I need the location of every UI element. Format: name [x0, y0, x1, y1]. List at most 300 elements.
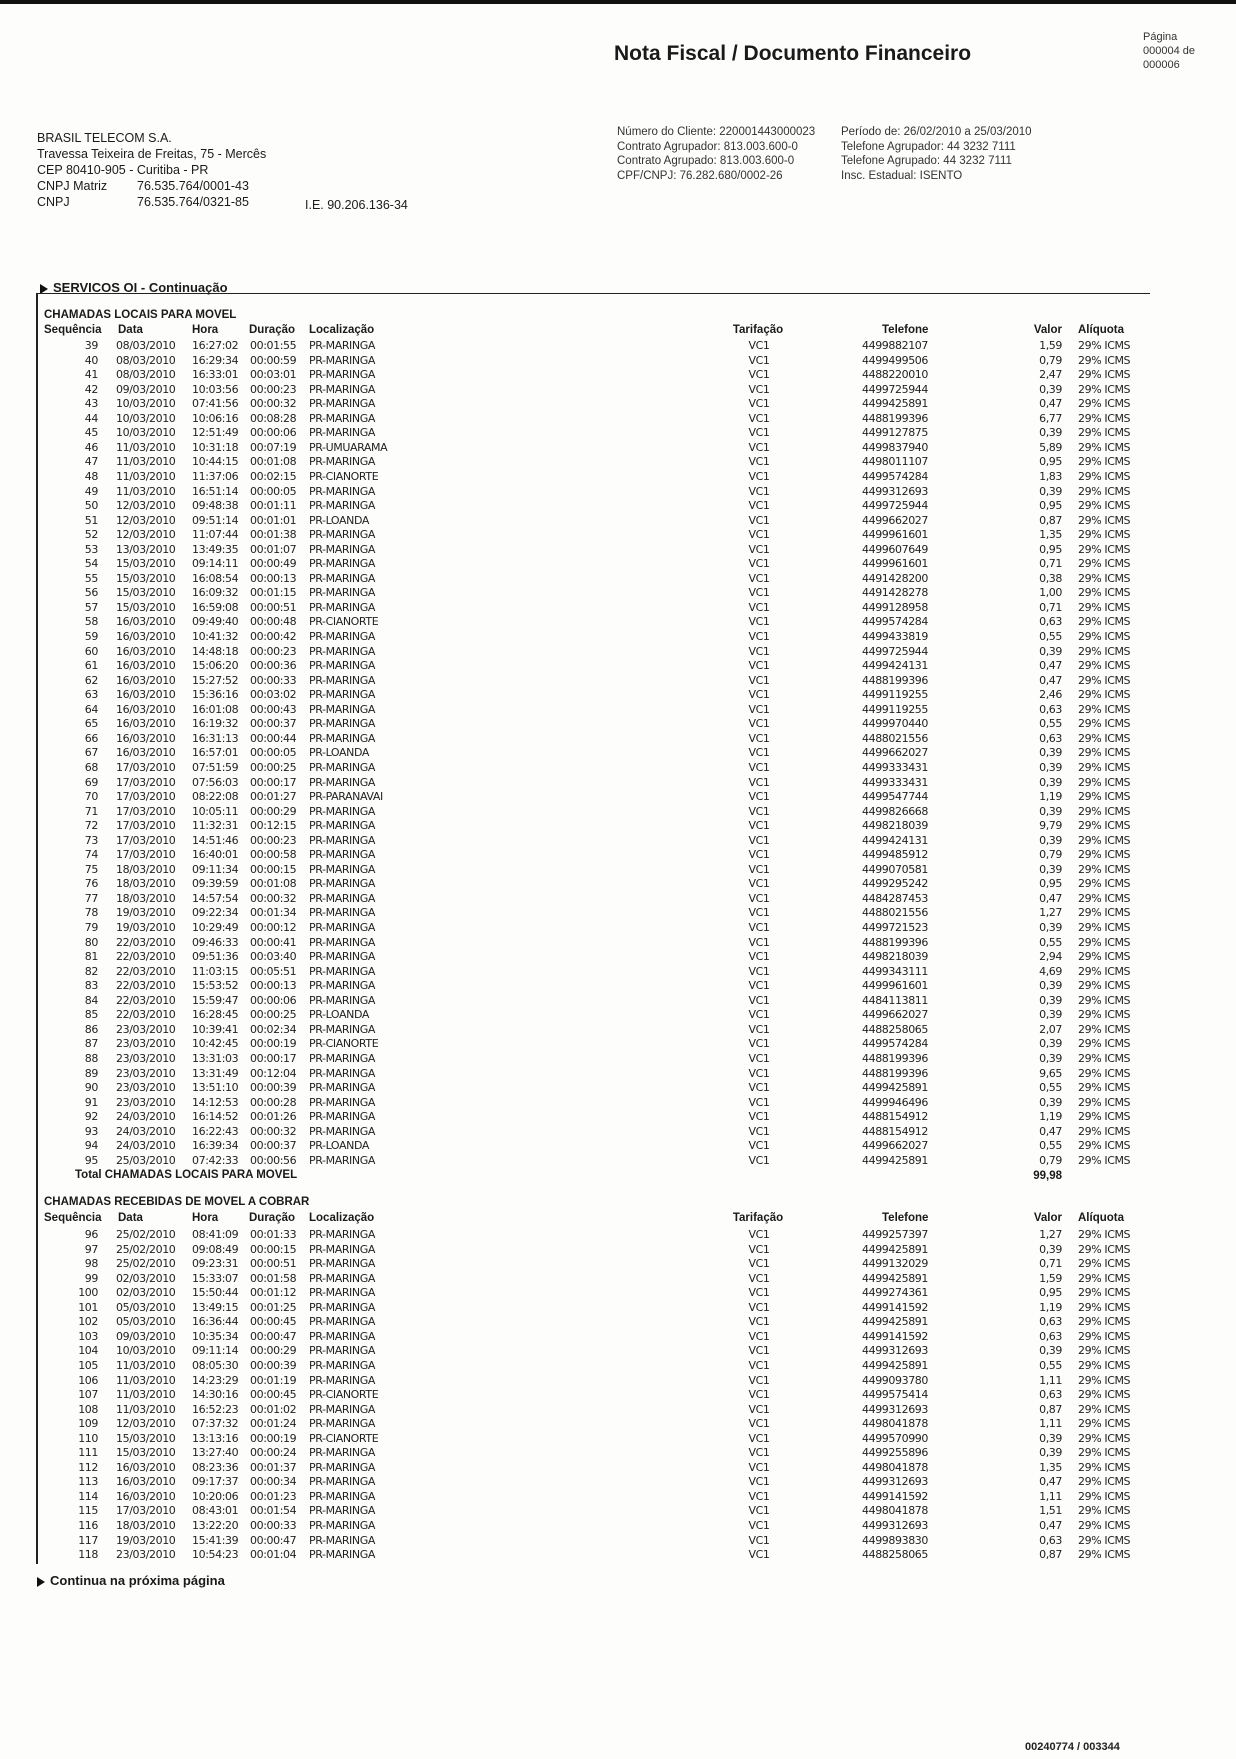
cell-telefone: 4499826668: [862, 804, 928, 818]
cell-duracao: 00:12:15: [250, 819, 297, 833]
cell-aliquota: 29% ICMS: [1078, 339, 1131, 352]
cell-localizacao: PR-MARINGA: [309, 804, 375, 818]
cell-valor: 1,00: [1039, 586, 1062, 600]
cell-valor: 0,95: [1039, 455, 1062, 469]
cell-telefone: 4499141592: [862, 1300, 928, 1314]
cell-valor: 0,63: [1039, 1533, 1062, 1547]
cell-valor: 1,59: [1039, 339, 1062, 352]
cell-localizacao: PR-MARINGA: [309, 1095, 375, 1109]
cell-telefone: 4499128958: [862, 600, 928, 614]
cell-hora: 14:30:16: [192, 1388, 239, 1402]
cell-hora: 10:20:06: [192, 1489, 239, 1503]
cell-tarifacao: VC1: [748, 1489, 770, 1503]
cell-valor: 0,39: [1039, 484, 1062, 498]
cell-tarifacao: VC1: [748, 339, 770, 352]
cell-duracao: 00:00:06: [250, 426, 297, 440]
cell-tarifacao: VC1: [748, 542, 770, 556]
cell-localizacao: PR-MARINGA: [309, 1315, 375, 1329]
cell-localizacao: PR-MARINGA: [309, 1022, 375, 1036]
cell-seq: 63: [84, 688, 98, 702]
cell-tarifacao: VC1: [748, 382, 770, 396]
cell-hora: 13:27:40: [192, 1446, 239, 1460]
cell-duracao: 00:00:45: [250, 1388, 297, 1402]
cell-localizacao: PR-MARINGA: [309, 1446, 375, 1460]
cell-hora: 08:43:01: [192, 1504, 239, 1518]
cell-telefone: 4491428200: [862, 571, 928, 585]
cell-tarifacao: VC1: [748, 353, 770, 367]
cell-aliquota: 29% ICMS: [1078, 1139, 1131, 1153]
cell-tarifacao: VC1: [748, 557, 770, 571]
cell-tarifacao: VC1: [748, 1124, 770, 1138]
cell-tarifacao: VC1: [748, 426, 770, 440]
cell-valor: 0,47: [1039, 673, 1062, 687]
cell-hora: 09:11:14: [192, 1344, 239, 1358]
table-row: [0, 819, 1236, 834]
cell-aliquota: 29% ICMS: [1078, 688, 1131, 702]
cell-aliquota: 29% ICMS: [1078, 848, 1131, 862]
table-row: [0, 1315, 1236, 1330]
cell-localizacao: PR-MARINGA: [309, 935, 375, 949]
table-row: [0, 1228, 1236, 1243]
cell-seq: 74: [84, 848, 98, 862]
cell-telefone: 4499257397: [862, 1228, 928, 1241]
cell-valor: 0,87: [1039, 513, 1062, 527]
table-row: [0, 863, 1236, 878]
cell-duracao: 00:01:27: [250, 790, 297, 804]
periodo: Período de: 26/02/2010 a 25/03/2010: [841, 126, 1032, 138]
cell-tarifacao: VC1: [748, 804, 770, 818]
cell-duracao: 00:01:58: [250, 1271, 297, 1285]
cell-hora: 16:14:52: [192, 1110, 239, 1124]
cell-tarifacao: VC1: [748, 1242, 770, 1256]
cell-tarifacao: VC1: [748, 833, 770, 847]
cell-tarifacao: VC1: [748, 921, 770, 934]
cell-valor: 1,19: [1039, 1300, 1062, 1314]
cell-tarifacao: VC1: [748, 1548, 770, 1562]
cell-aliquota: 29% ICMS: [1078, 600, 1131, 614]
cell-duracao: 00:00:13: [250, 571, 297, 585]
cell-aliquota: 29% ICMS: [1078, 921, 1131, 934]
cell-valor: 0,71: [1039, 1257, 1062, 1271]
cell-tarifacao: VC1: [748, 469, 770, 483]
cell-aliquota: 29% ICMS: [1078, 411, 1131, 425]
cell-localizacao: PR-MARINGA: [309, 586, 375, 600]
cell-hora: 13:31:49: [192, 1066, 239, 1080]
cell-duracao: 00:00:24: [250, 1446, 297, 1460]
cell-telefone: 4488220010: [862, 368, 928, 382]
cell-localizacao: PR-MARINGA: [309, 426, 375, 440]
cell-aliquota: 29% ICMS: [1078, 659, 1131, 673]
table-row: [0, 834, 1236, 849]
table-row: [0, 630, 1236, 645]
cell-telefone: 4499425891: [862, 1242, 928, 1256]
cell-data: 17/03/2010: [116, 1504, 176, 1518]
column-header-aliquota: Alíquota: [1078, 324, 1124, 336]
table-row: [0, 368, 1236, 383]
cell-seq: 76: [84, 877, 98, 891]
cell-seq: 59: [84, 630, 98, 643]
cell-seq: 39: [84, 339, 98, 352]
cell-hora: 15:33:07: [192, 1271, 239, 1285]
cell-seq: 57: [84, 600, 98, 614]
cell-tarifacao: VC1: [748, 1037, 770, 1051]
cell-hora: 16:39:34: [192, 1139, 239, 1153]
cell-data: 02/03/2010: [116, 1286, 176, 1300]
cell-tarifacao: VC1: [748, 1257, 770, 1271]
cell-duracao: 00:01:02: [250, 1402, 297, 1416]
column-header-localizacao: Localização: [309, 324, 375, 336]
cell-hora: 13:22:20: [192, 1519, 239, 1532]
table-row: [0, 397, 1236, 412]
cell-data: 24/03/2010: [116, 1124, 176, 1138]
cell-telefone: 4488199396: [862, 1051, 928, 1065]
table-row: [0, 543, 1236, 558]
cell-data: 17/03/2010: [116, 760, 176, 774]
cell-duracao: 00:01:12: [250, 1286, 297, 1300]
table-row: [0, 1344, 1236, 1359]
cell-tarifacao: VC1: [748, 746, 770, 760]
contrato-agrupado: Contrato Agrupado: 813.003.600-0: [617, 155, 795, 167]
cell-data: 25/02/2010: [116, 1242, 176, 1256]
table-row: [0, 426, 1236, 441]
section-title-text: SERVICOS OI - Continuação: [53, 280, 228, 295]
table-row: [0, 965, 1236, 980]
cell-seq: 48: [84, 469, 98, 483]
table-row: [0, 1037, 1236, 1052]
cell-hora: 13:49:35: [192, 542, 239, 556]
table-header-row: [0, 324, 1236, 337]
cell-localizacao: PR-CIANORTE: [309, 1037, 379, 1051]
column-header-hora: Hora: [192, 1212, 219, 1224]
table-row: [0, 761, 1236, 776]
cell-localizacao: PR-MARINGA: [309, 368, 375, 382]
table-row: [0, 1096, 1236, 1111]
cell-aliquota: 29% ICMS: [1078, 440, 1131, 454]
cell-telefone: 4499607649: [862, 542, 928, 556]
cell-valor: 0,47: [1039, 891, 1062, 905]
cell-duracao: 00:01:15: [250, 586, 297, 600]
cell-telefone: 4498011107: [862, 455, 928, 469]
cell-hora: 16:01:08: [192, 702, 239, 716]
cell-data: 18/03/2010: [116, 1519, 176, 1532]
cell-telefone: 4499425891: [862, 397, 928, 411]
table-row: [0, 1286, 1236, 1301]
cell-tarifacao: VC1: [748, 1417, 770, 1431]
cell-telefone: 4499961601: [862, 557, 928, 571]
cell-telefone: 4499333431: [862, 775, 928, 789]
cell-tarifacao: VC1: [748, 717, 770, 731]
cell-seq: 65: [84, 717, 98, 731]
cell-localizacao: PR-MARINGA: [309, 1242, 375, 1256]
cell-data: 09/03/2010: [116, 1329, 176, 1343]
cell-hora: 16:29:34: [192, 353, 239, 367]
table-row: [0, 674, 1236, 689]
cell-localizacao: PR-MARINGA: [309, 1066, 375, 1080]
cell-localizacao: PR-CIANORTE: [309, 1431, 379, 1445]
cell-seq: 105: [78, 1358, 98, 1372]
cell-tarifacao: VC1: [748, 1008, 770, 1022]
table-row: [0, 586, 1236, 601]
cell-valor: 0,39: [1039, 746, 1062, 760]
cell-duracao: 00:01:01: [250, 513, 297, 527]
cell-aliquota: 29% ICMS: [1078, 1037, 1131, 1051]
cell-aliquota: 29% ICMS: [1078, 833, 1131, 847]
cell-aliquota: 29% ICMS: [1078, 1446, 1131, 1460]
cell-data: 11/03/2010: [116, 1388, 176, 1402]
cell-telefone: 4499725944: [862, 644, 928, 658]
cell-tarifacao: VC1: [748, 1271, 770, 1285]
cell-hora: 09:48:38: [192, 499, 239, 513]
cell-localizacao: PR-MARINGA: [309, 397, 375, 411]
cell-telefone: 4484113811: [862, 993, 928, 1007]
cell-localizacao: PR-LOANDA: [309, 1139, 369, 1153]
cell-localizacao: PR-MARINGA: [309, 921, 375, 934]
cell-localizacao: PR-MARINGA: [309, 993, 375, 1007]
cell-seq: 95: [84, 1153, 98, 1167]
cell-hora: 07:56:03: [192, 775, 239, 789]
cell-hora: 09:49:40: [192, 615, 239, 629]
cell-hora: 10:05:11: [192, 804, 239, 818]
cell-localizacao: PR-MARINGA: [309, 1489, 375, 1503]
cell-seq: 67: [84, 746, 98, 760]
cell-tarifacao: VC1: [748, 1388, 770, 1402]
cell-tarifacao: VC1: [748, 731, 770, 745]
cell-tarifacao: VC1: [748, 1358, 770, 1372]
cell-localizacao: PR-CIANORTE: [309, 1388, 379, 1402]
cell-hora: 16:28:45: [192, 1008, 239, 1022]
cell-telefone: 4491428278: [862, 586, 928, 600]
page-label-line: 000004 de: [1143, 45, 1195, 57]
cell-valor: 0,39: [1039, 833, 1062, 847]
cell-telefone: 4499499506: [862, 353, 928, 367]
cell-telefone: 4499574284: [862, 469, 928, 483]
cell-duracao: 00:00:59: [250, 353, 297, 367]
cell-aliquota: 29% ICMS: [1078, 1228, 1131, 1241]
cell-valor: 0,63: [1039, 702, 1062, 716]
cell-data: 10/03/2010: [116, 1344, 176, 1358]
cell-duracao: 00:01:33: [250, 1228, 297, 1241]
cell-hora: 10:29:49: [192, 921, 239, 934]
cell-tarifacao: VC1: [748, 1051, 770, 1065]
table-row: [0, 412, 1236, 427]
cell-valor: 0,63: [1039, 731, 1062, 745]
cell-aliquota: 29% ICMS: [1078, 484, 1131, 498]
cell-aliquota: 29% ICMS: [1078, 586, 1131, 600]
cell-localizacao: PR-MARINGA: [309, 717, 375, 731]
cell-localizacao: PR-MARINGA: [309, 353, 375, 367]
table-row: [0, 470, 1236, 485]
cell-aliquota: 29% ICMS: [1078, 1153, 1131, 1167]
cell-duracao: 00:01:37: [250, 1460, 297, 1474]
cell-valor: 0,79: [1039, 353, 1062, 367]
cell-tarifacao: VC1: [748, 760, 770, 774]
cell-hora: 14:23:29: [192, 1373, 239, 1387]
cell-data: 13/03/2010: [116, 542, 176, 556]
cell-aliquota: 29% ICMS: [1078, 935, 1131, 949]
cell-duracao: 00:00:23: [250, 382, 297, 396]
cell-telefone: 4499725944: [862, 382, 928, 396]
cell-localizacao: PR-MARINGA: [309, 600, 375, 614]
cell-duracao: 00:00:51: [250, 1257, 297, 1271]
cell-localizacao: PR-MARINGA: [309, 979, 375, 993]
table-row: [0, 1125, 1236, 1140]
cell-duracao: 00:01:24: [250, 1417, 297, 1431]
table-row: [0, 936, 1236, 951]
cell-telefone: 4499333431: [862, 760, 928, 774]
cell-tarifacao: VC1: [748, 1110, 770, 1124]
cell-hora: 09:39:59: [192, 877, 239, 891]
cell-hora: 09:08:49: [192, 1242, 239, 1256]
cell-seq: 96: [84, 1228, 98, 1241]
table-row: [0, 1475, 1236, 1490]
cell-valor: 0,39: [1039, 426, 1062, 440]
cell-duracao: 00:01:38: [250, 528, 297, 542]
cell-seq: 111: [78, 1446, 98, 1460]
cell-duracao: 00:00:32: [250, 397, 297, 411]
cell-aliquota: 29% ICMS: [1078, 1358, 1131, 1372]
table-row: [0, 1403, 1236, 1418]
cell-tarifacao: VC1: [748, 1228, 770, 1241]
cell-valor: 0,79: [1039, 848, 1062, 862]
cell-valor: 2,07: [1039, 1022, 1062, 1036]
cell-tarifacao: VC1: [748, 790, 770, 804]
cell-tarifacao: VC1: [748, 1402, 770, 1416]
table-row: [0, 892, 1236, 907]
table-row: [0, 1330, 1236, 1345]
cell-duracao: 00:02:15: [250, 469, 297, 483]
cell-tarifacao: VC1: [748, 484, 770, 498]
cell-data: 16/03/2010: [116, 731, 176, 745]
cell-aliquota: 29% ICMS: [1078, 1271, 1131, 1285]
table-row: [0, 1301, 1236, 1316]
cell-localizacao: PR-MARINGA: [309, 877, 375, 891]
cell-telefone: 4499424131: [862, 833, 928, 847]
cell-data: 22/03/2010: [116, 979, 176, 993]
cell-data: 16/03/2010: [116, 1475, 176, 1489]
table-row: [0, 1023, 1236, 1038]
cell-seq: 49: [84, 484, 98, 498]
cell-tarifacao: VC1: [748, 659, 770, 673]
cell-tarifacao: VC1: [748, 513, 770, 527]
cell-localizacao: PR-MARINGA: [309, 644, 375, 658]
cell-data: 11/03/2010: [116, 440, 176, 454]
cell-aliquota: 29% ICMS: [1078, 1008, 1131, 1022]
cell-localizacao: PR-MARINGA: [309, 1504, 375, 1518]
table-header-row: [0, 1212, 1236, 1225]
cell-seq: 53: [84, 542, 98, 556]
cell-localizacao: PR-MARINGA: [309, 1286, 375, 1300]
cell-hora: 16:52:23: [192, 1402, 239, 1416]
table-row: [0, 1446, 1236, 1461]
cell-duracao: 00:01:08: [250, 877, 297, 891]
cell-duracao: 00:00:05: [250, 746, 297, 760]
cell-hora: 09:14:11: [192, 557, 239, 571]
cell-aliquota: 29% ICMS: [1078, 615, 1131, 629]
cell-valor: 0,55: [1039, 1081, 1062, 1095]
cell-localizacao: PR-MARINGA: [309, 557, 375, 571]
cell-telefone: 4498041878: [862, 1417, 928, 1431]
cell-duracao: 00:00:17: [250, 1051, 297, 1065]
cell-valor: 0,47: [1039, 1124, 1062, 1138]
company-address: Travessa Teixeira de Freitas, 75 - Mercês: [37, 147, 267, 161]
cell-telefone: 4499425891: [862, 1081, 928, 1095]
cell-aliquota: 29% ICMS: [1078, 746, 1131, 760]
cell-valor: 0,95: [1039, 542, 1062, 556]
cell-seq: 41: [84, 368, 98, 382]
cell-localizacao: PR-LOANDA: [309, 746, 369, 760]
telefone-agrupador: Telefone Agrupador: 44 3232 7111: [841, 140, 1016, 153]
cell-seq: 50: [84, 499, 98, 513]
cell-duracao: 00:00:13: [250, 979, 297, 993]
cell-seq: 94: [84, 1139, 98, 1153]
cell-duracao: 00:00:29: [250, 1344, 297, 1358]
cell-aliquota: 29% ICMS: [1078, 1533, 1131, 1547]
cell-seq: 79: [84, 921, 98, 934]
cell-seq: 56: [84, 586, 98, 600]
cell-data: 23/03/2010: [116, 1081, 176, 1095]
cell-localizacao: PR-LOANDA: [309, 513, 369, 527]
cell-tarifacao: VC1: [748, 1431, 770, 1445]
cell-duracao: 00:01:55: [250, 339, 297, 352]
cell-duracao: 00:00:58: [250, 848, 297, 862]
cell-hora: 11:03:15: [192, 964, 239, 978]
cell-hora: 16:31:13: [192, 731, 239, 745]
cell-duracao: 00:00:47: [250, 1533, 297, 1547]
cell-localizacao: PR-MARINGA: [309, 1329, 375, 1343]
cell-aliquota: 29% ICMS: [1078, 1519, 1131, 1532]
cell-data: 16/03/2010: [116, 1460, 176, 1474]
cell-data: 11/03/2010: [116, 469, 176, 483]
cell-hora: 10:31:18: [192, 440, 239, 454]
cell-seq: 73: [84, 833, 98, 847]
cell-seq: 106: [78, 1373, 98, 1387]
cell-data: 22/03/2010: [116, 935, 176, 949]
cell-aliquota: 29% ICMS: [1078, 673, 1131, 687]
cell-data: 17/03/2010: [116, 848, 176, 862]
cell-seq: 42: [84, 382, 98, 396]
cell-valor: 0,55: [1039, 717, 1062, 731]
cell-telefone: 4499141592: [862, 1489, 928, 1503]
cell-localizacao: PR-MARINGA: [309, 1110, 375, 1124]
cell-seq: 78: [84, 906, 98, 920]
cell-localizacao: PR-MARINGA: [309, 819, 375, 833]
table-row: [0, 979, 1236, 994]
cell-data: 23/03/2010: [116, 1022, 176, 1036]
cell-telefone: 4499312693: [862, 1402, 928, 1416]
cell-valor: 0,39: [1039, 862, 1062, 876]
cell-hora: 09:23:31: [192, 1257, 239, 1271]
cell-localizacao: PR-MARINGA: [309, 484, 375, 498]
cell-duracao: 00:00:33: [250, 1519, 297, 1532]
cell-tarifacao: VC1: [748, 877, 770, 891]
page-label-line: Página: [1143, 31, 1178, 43]
table-row: [0, 1534, 1236, 1549]
cell-duracao: 00:00:45: [250, 1315, 297, 1329]
table-row: [0, 790, 1236, 805]
cell-valor: 0,38: [1039, 571, 1062, 585]
cell-telefone: 4499312693: [862, 1344, 928, 1358]
cell-aliquota: 29% ICMS: [1078, 1051, 1131, 1065]
cell-seq: 64: [84, 702, 98, 716]
cell-seq: 70: [84, 790, 98, 804]
cell-localizacao: PR-MARINGA: [309, 1124, 375, 1138]
cell-hora: 16:40:01: [192, 848, 239, 862]
table-row: [0, 455, 1236, 470]
cell-telefone: 4499343111: [862, 964, 928, 978]
cell-telefone: 4488021556: [862, 731, 928, 745]
cell-duracao: 00:00:34: [250, 1475, 297, 1489]
cell-seq: 55: [84, 571, 98, 585]
